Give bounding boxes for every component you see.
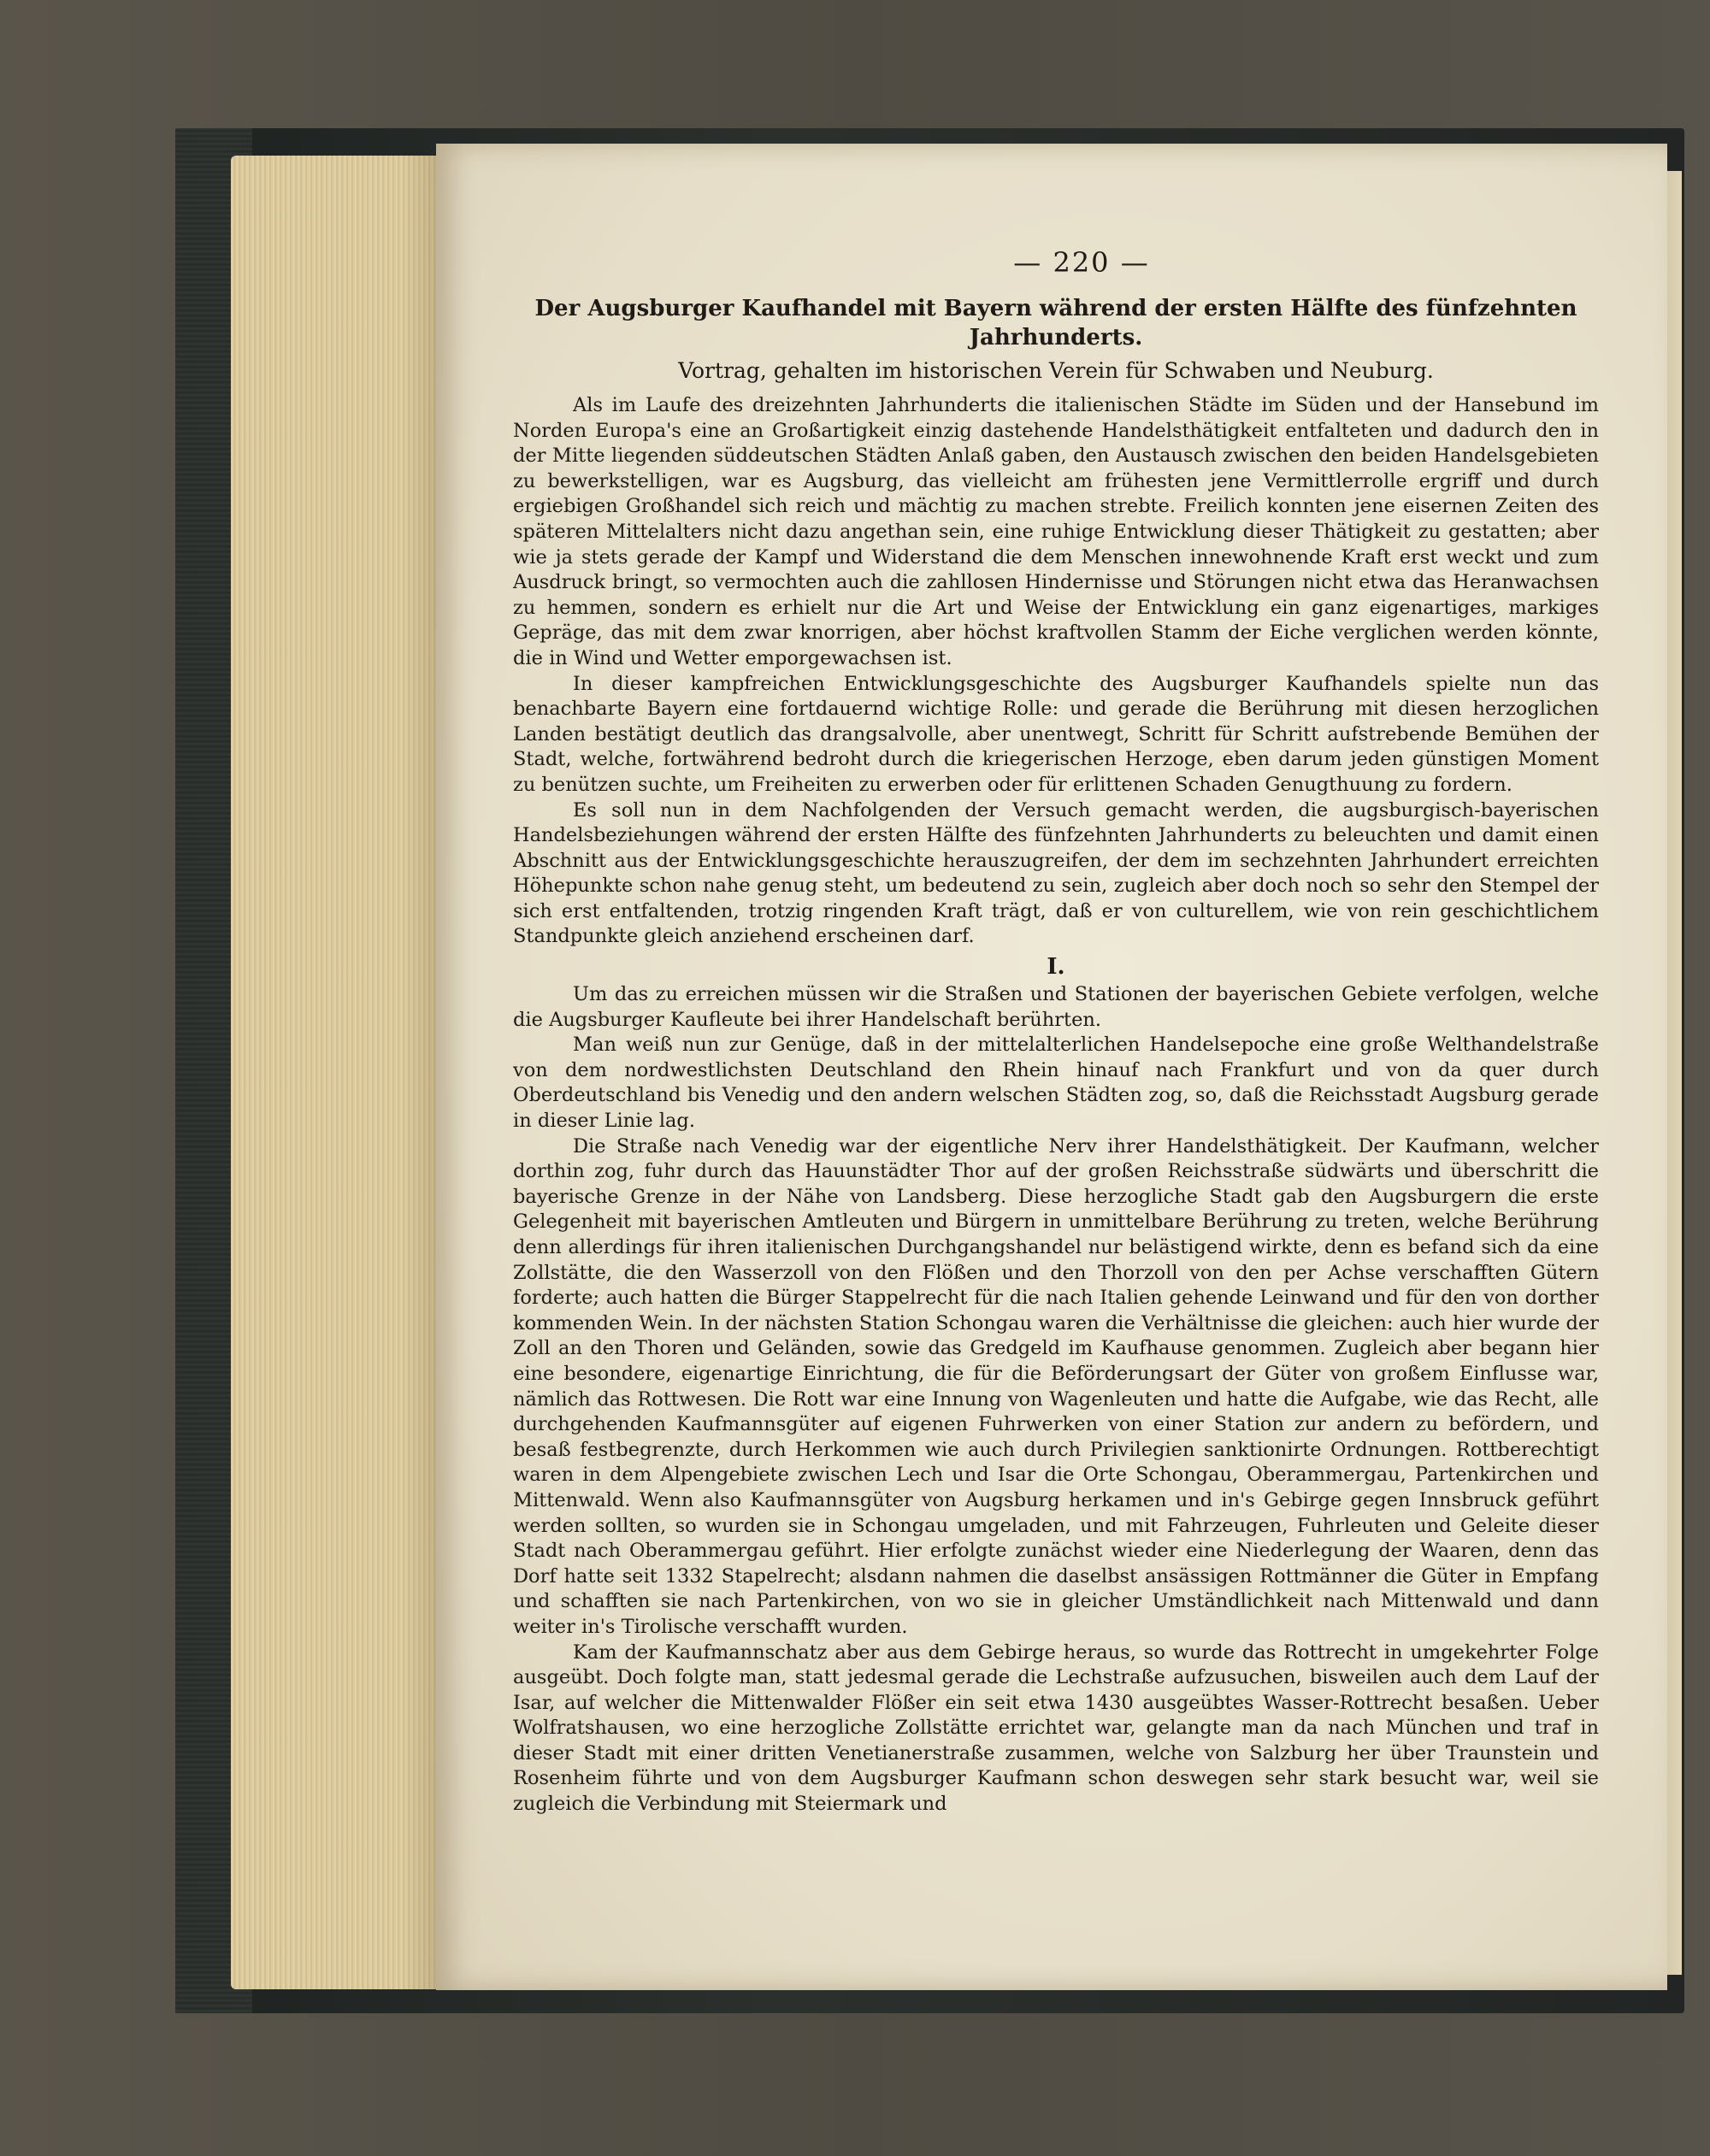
page-number: — 220 —: [1013, 246, 1150, 279]
paragraph: Als im Laufe des dreizehnten Jahrhunderts die italienischen Städte im Süden und der Hansebund im Norden Europa's eine an Großartigkeit einzig dastehende Handelsthätigkeit entfalteten und dadurch den in der Mitte liegenden süddeutschen Städten Anlaß gaben, den Austausch zwischen den beiden Handelsgebieten zu bewerkstelligen, war es Augsburg, das vielleicht am frühesten jene Vermittlerrolle ergriff und durch ergiebigen Großhandel sich reich und mächtig zu machen strebte. Freilich konnten jene eisernen Zeiten des späteren Mittelalters nicht dazu angethan sein, eine ruhige Entwicklung dieser Thätigkeit zu gestatten; aber wie ja stets gerade der Kampf und Widerstand die dem Menschen innewohnende Kraft erst weckt und zum Ausdruck bringt, so vermochten auch die zahllosen Hindernisse und Störungen nicht etwa das Heranwachsen zu hemmen, sondern es erhielt nur die Art und Weise der Entwicklung ein ganz eigenartiges, markiges Gepräge, das mit dem zwar knorrigen, aber höchst kraftvollen Stamm der Eiche verglichen werden könnte, die in Wind und Wetter emporgewachsen ist.: [513, 394, 1599, 669]
paragraph: Um das zu erreichen müssen wir die Straßen und Stationen der bayerischen Gebiete verfolgen, welche die Augsburger Kaufleute bei ihrer Handelschaft berührten.: [513, 983, 1599, 1031]
paragraph: Kam der Kaufmannschatz aber aus dem Gebirge heraus, so wurde das Rottrecht in umgekehrter Folge ausgeübt. Doch folgte man, statt jedesmal gerade die Lechstraße aufzusuchen, bisweilen auch dem Lauf der Isar, auf welcher die Mittenwalder Flößer ein seit etwa 1430 ausgeübtes Wasser-Rottrecht besaßen. Ueber Wolfratshausen, wo eine herzogliche Zollstätte errichtet war, gelangte man da nach München und traf in dieser Stadt mit einer dritten Venetianerstraße zusammen, welche von Salzburg her über Traunstein und Rosenheim führte und von dem Augsburger Kaufmann schon deswegen sehr stark besucht war, weil sie zugleich die Verbindung mit Steiermark und: [513, 1641, 1599, 1816]
book-page: [436, 144, 1667, 1990]
article-subtitle: Vortrag, gehalten im historischen Verein für Schwaben und Neuburg.: [678, 358, 1434, 383]
section-number: I.: [1047, 954, 1065, 981]
page-content: [513, 246, 1599, 1817]
paragraph: Es soll nun in dem Nachfolgenden der Versuch gemacht werden, die augsburgisch-bayerischen Handelsbeziehungen während der ersten Hälfte des fünfzehnten Jahrhunderts zu beleuchten und damit einen Abschnitt aus der Entwicklungsgeschichte herauszugreifen, der dem im sechzehnten Jahrhundert erreichten Höhepunkte schon nahe genug steht, um bedeutend zu sein, zugleich aber doch noch so sehr den Stempel der sich erst entfaltenden, trotzig ringenden Kraft trägt, daß er von culturellem, wie von rein geschichtlichem Standpunkte gleich anziehend erscheinen darf.: [513, 798, 1599, 948]
paragraph: Man weiß nun zur Genüge, daß in der mittelalterlichen Handelsepoche eine große Welthandelstraße von dem nordwestlichsten Deutschland den Rhein hinauf nach Frankfurt und von da quer durch Oberdeutschland bis Venedig und den andern welschen Städten zog, so, daß die Reichsstadt Augsburg gerade in dieser Linie lag.: [513, 1034, 1599, 1133]
paragraph: Die Straße nach Venedig war der eigentliche Nerv ihrer Handelsthätigkeit. Der Kaufmann, welcher dorthin zog, fuhr durch das Hauunstädter Thor auf der großen Reichsstraße südwärts und überschritt die bayerische Grenze in der Nähe von Landsberg. Diese herzogliche Stadt gab den Augsburgern die erste Gelegenheit mit bayerischen Amtleuten und Bürgern in unmittelbare Berührung zu treten, welche Berührung denn allerdings für ihren italienischen Durchgangshandel nur belästigend wirkte, denn es befand sich da eine Zollstätte, die den Wasserzoll von den Flößen und den Thorzoll von den per Achse verschafften Gütern forderte; auch hatten die Bürger Stappelrecht für die nach Italien gehende Leinwand und für den von dorther kommenden Wein. In der nächsten Station Schongau waren die Verhältnisse die gleichen: auch hier wurde der Zoll an den Thoren und Geländen, sowie das Gredgeld im Kaufhause genommen. Zugleich aber begann hier eine besondere, eigenartige Einrichtung, die für die Beförderungsart der Güter von großem Einflusse war, nämlich das Rottwesen. Die Rott war eine Innung von Wagenleuten und hatte die Aufgabe, wie das Recht, alle durchgehenden Kaufmannsgüter auf eigenen Fuhrwerken von einer Station zur andern zu befördern, und besaß festbegrenzte, durch Herkommen wie auch durch Privilegien sanktionirte Ordnungen. Rottberechtigt waren in dem Alpengebiete zwischen Lech und Isar die Orte Schongau, Oberammergau, Partenkirchen und Mittenwald. Wenn also Kaufmannsgüter von Augsburg herkamen und in's Gebirge gegen Innsbruck geführt werden sollten, so wurden sie in Schongau umgeladen, und mit Fahrzeugen, Fuhrleuten und Geleite dieser Stadt nach Oberammergau geführt. Hier erfolgte zunächst wieder eine Niederlegung der Waaren, denn das Dorf hatte seit 1332 Stapelrecht; alsdann nahmen die daselbst ansässigen Rottmänner die Güter in Empfang und schafften sie nach Partenkirchen, von wo sie in gleicher Umständlichkeit nach Mittenwald und dann weiter in's Tirolische verschafft wurden.: [513, 1134, 1599, 1638]
paragraph: In dieser kampfreichen Entwicklungsgeschichte des Augsburger Kaufhandels spielte nun das benachbarte Bayern eine fortdauernd wichtige Rolle: und gerade die Berührung mit diesen herzoglichen Landen bestätigt deutlich das drangsalvolle, aber unentwegt, Schritt für Schritt aufstrebende Bemühen der Stadt, welche, fortwährend bedroht durch die kriegerischen Herzoge, eben darum jeden günstigen Moment zu benützen suchte, um Freiheiten zu erwerben oder für erlittenen Schaden Genugthuung zu fordern.: [513, 672, 1599, 796]
article-title: Der Augsburger Kaufhandel mit Bayern während der ersten Hälfte des fünfzehnten Jahrhunderts.: [534, 296, 1577, 350]
